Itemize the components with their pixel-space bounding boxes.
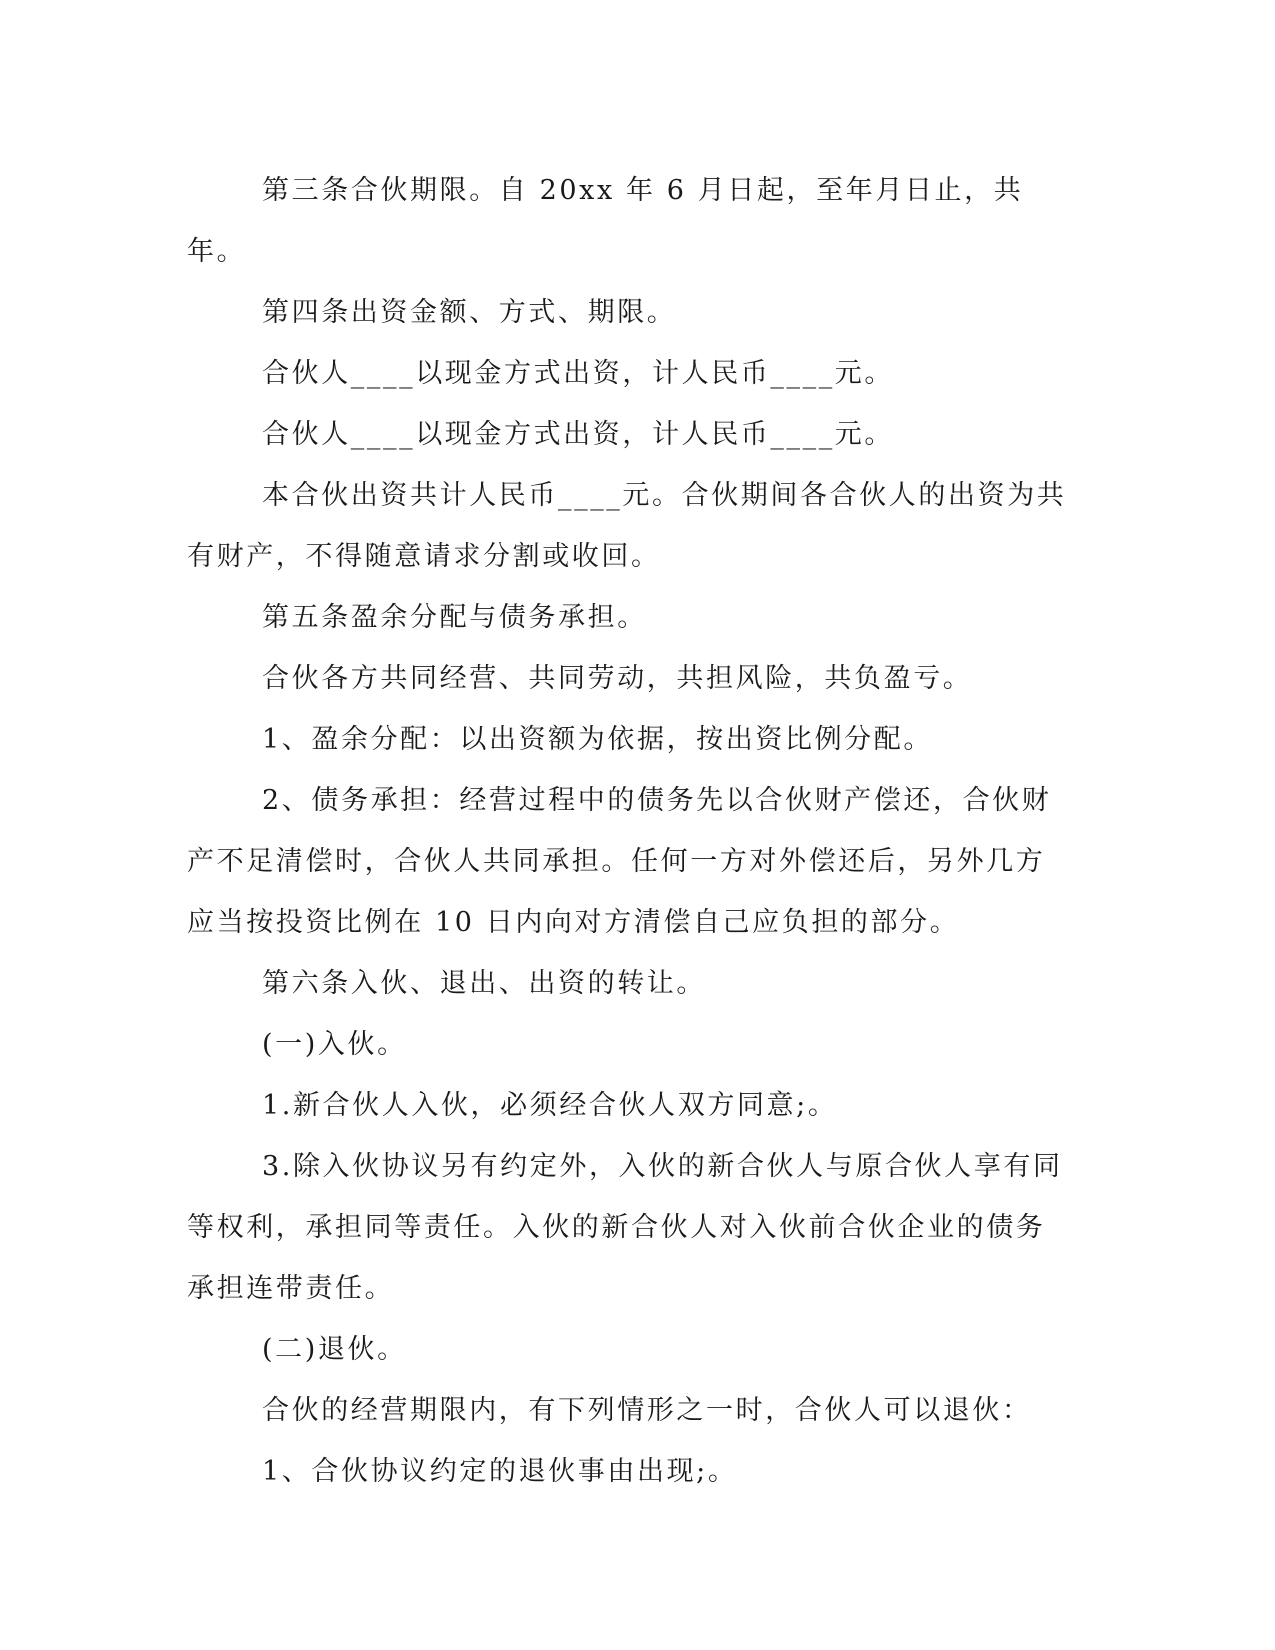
paragraph-withdrawal-conditions: 合伙的经营期限内，有下列情形之一时，合伙人可以退伙： bbox=[262, 1395, 1032, 1426]
paragraph-partner-1-contribution: 合伙人____以现金方式出资，计人民币____元。 bbox=[262, 358, 894, 389]
paragraph-partner-2-contribution: 合伙人____以现金方式出资，计人民币____元。 bbox=[262, 419, 894, 450]
paragraph-debt-bearing: 2、债务承担：经营过程中的债务先以合伙财产偿还，合伙财产不足清偿时，合伙人共同承担。任何一方对外偿还后，另外几方应当按投资比例在 10 日内向对方清偿自己应负担的部分。 bbox=[187, 785, 1052, 938]
paragraph-profit-distribution: 1、盈余分配：以出资额为依据，按出资比例分配。 bbox=[262, 724, 933, 755]
paragraph-article-4-heading: 第四条出资金额、方式、期限。 bbox=[262, 297, 677, 328]
paragraph-article-5-heading: 第五条盈余分配与债务承担。 bbox=[262, 602, 647, 633]
paragraph-withdrawal-heading: (二)退伙。 bbox=[262, 1334, 407, 1365]
paragraph-shared-risk: 合伙各方共同经营、共同劳动，共担风险，共负盈亏。 bbox=[262, 663, 973, 694]
paragraph-withdrawal-item-1: 1、合伙协议约定的退伙事由出现;。 bbox=[262, 1456, 738, 1487]
paragraph-joining-item-3: 3.除入伙协议另有约定外，入伙的新合伙人与原合伙人享有同等权利，承担同等责任。入伙的新合伙人对入伙前合伙企业的债务承担连带责任。 bbox=[187, 1151, 1063, 1304]
paragraph-joining-item-1: 1.新合伙人入伙，必须经合伙人双方同意;。 bbox=[262, 1090, 838, 1121]
paragraph-joining-heading: (一)入伙。 bbox=[262, 1029, 407, 1060]
paragraph-total-contribution: 本合伙出资共计人民币____元。合伙期间各合伙人的出资为共有财产，不得随意请求分割或收回。 bbox=[187, 480, 1067, 572]
paragraph-article-3: 第三条合伙期限。自 20xx 年 6 月日起，至年月日止，共年。 bbox=[187, 175, 1024, 267]
document-body bbox=[187, 160, 1067, 1502]
paragraph-article-6-heading: 第六条入伙、退出、出资的转让。 bbox=[262, 968, 706, 999]
